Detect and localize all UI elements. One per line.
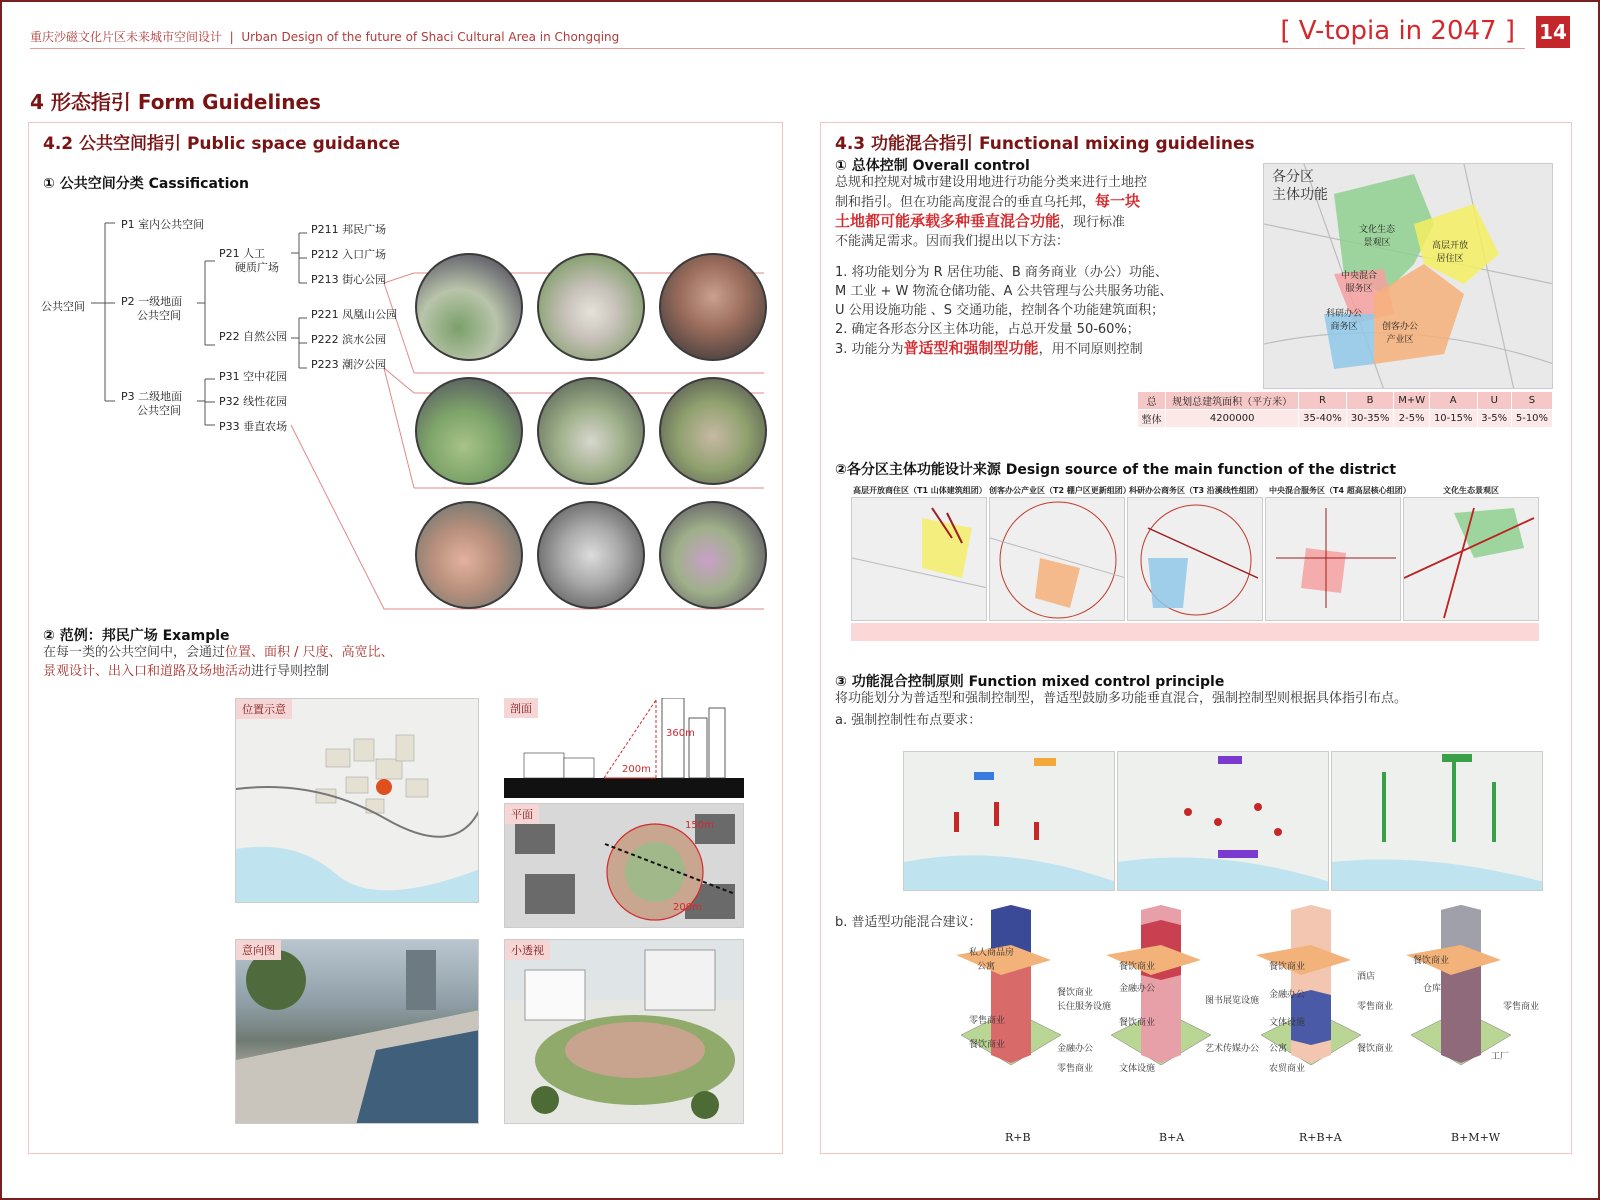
method-item-2: M 工业 + W 物流仓储功能、A 公共管理与公共服务功能、 <box>835 284 1173 299</box>
perspective-render <box>504 939 744 1124</box>
tower1-label-5: 零售商业 <box>969 1016 1006 1026</box>
dim-radius-200: 200m <box>673 902 702 913</box>
district-map-4 <box>1265 497 1401 621</box>
district-title-2: 创客办公产业区（T2 棚户区更新组团） <box>989 486 1131 495</box>
td-6: 3-5% <box>1477 410 1511 428</box>
classification-heading: ① 公共空间分类 Cassification <box>43 176 249 192</box>
td-5: 10-15% <box>1429 410 1477 428</box>
thumbnail-p223 <box>659 377 767 485</box>
zone-function-map <box>1263 163 1553 389</box>
tower3-label-1: 餐饮商业 <box>1269 962 1306 972</box>
tree-p31: P31 空中花园 <box>219 370 288 383</box>
brand-title: [ V-topia in 2047 ] <box>1280 16 1515 46</box>
zone-map-title <box>1272 168 1328 204</box>
td-7: 5-10% <box>1511 410 1552 428</box>
tower1-code: R+B <box>1005 1131 1031 1144</box>
district-map-5 <box>1403 497 1539 621</box>
tower3-label-4: 零售商业 <box>1357 1002 1394 1012</box>
zone-culture-1: 文化生态 <box>1359 225 1396 235</box>
left-panel-title: 4.2 公共空间指引 Public space guidance <box>43 134 401 154</box>
tower3-label-5: 文体设施 <box>1269 1018 1306 1028</box>
tree-p21: P21 人工 <box>219 247 266 260</box>
page-header <box>30 16 1570 54</box>
zone-label-maker <box>1382 319 1418 345</box>
overall-text-2: 制和指引。但在功能高度混合的垂直乌托邦， <box>835 195 1096 210</box>
tower4-code: B+M+W <box>1451 1131 1501 1144</box>
method-item-5-highlight: 普适型和强制型功能 <box>903 339 1039 357</box>
district-title-3: 科研办公商务区（T3 沿溪线性组团） <box>1129 486 1263 495</box>
mandatory-render-3 <box>1331 751 1543 891</box>
tag-section: 剖面 <box>504 698 538 718</box>
tree-p223: P223 潮汐公园 <box>311 358 387 371</box>
tree-p1: P1 室内公共空间 <box>121 218 205 231</box>
plan-diagram <box>504 803 744 928</box>
tower1-label-3: 餐饮商业 <box>1057 988 1094 998</box>
tower2-label-1: 餐饮商业 <box>1119 962 1156 972</box>
th-2: R <box>1299 392 1347 410</box>
example-description <box>43 643 503 681</box>
tower3-label-3: 金融办公 <box>1269 990 1306 1000</box>
dim-width: 200m <box>622 764 651 775</box>
overall-highlight-2: 土地都可能承载多种垂直混合功能 <box>835 212 1061 230</box>
right-panel <box>820 122 1572 1154</box>
tag-location: 位置示意 <box>236 699 292 719</box>
mandatory-layout-heading: a. 强制控制性布点要求： <box>835 713 982 728</box>
tower3-code: R+B+A <box>1299 1131 1342 1144</box>
method-item-4: 2. 确定各形态分区主体功能，占总开发量 50-60%； <box>835 322 1140 337</box>
zone-label-culture <box>1359 222 1395 248</box>
th-6: U <box>1477 392 1511 410</box>
area-table-header <box>1138 392 1553 410</box>
district-summary-strip <box>851 623 1539 641</box>
method-item-1: 1. 将功能划分为 R 居住功能、B 商务商业（办公）功能、 <box>835 265 1168 280</box>
th-0: 总 <box>1138 392 1166 410</box>
dim-radius-150: 150m <box>685 820 714 831</box>
zone-res-2: 居住区 <box>1436 254 1464 264</box>
tower2-label-6: 文体设施 <box>1119 1064 1156 1074</box>
tree-p212: P212 入口广场 <box>311 248 387 261</box>
method-item-5a: 3. 功能分为 <box>835 342 904 357</box>
district-source-heading: ②各分区主体功能设计来源 Design source of the main function of the district <box>835 462 1397 478</box>
tree-p21b: 硬质广场 <box>235 261 279 274</box>
mandatory-render-1 <box>903 751 1115 891</box>
tower2-label-5: 艺术传媒办公 <box>1205 1044 1260 1054</box>
tower2-label-3: 图书展览设施 <box>1205 996 1260 1006</box>
district-map-3 <box>1127 497 1263 621</box>
tag-plan: 平面 <box>505 804 539 824</box>
tag-intent: 意向图 <box>236 940 281 960</box>
td-0: 整体 <box>1138 410 1166 428</box>
header-en-title: Urban Design of the future of Shaci Cultural Area in Chongqing <box>241 30 620 44</box>
tree-p211: P211 邦民广场 <box>311 223 387 236</box>
tree-p3b: 公共空间 <box>137 404 181 417</box>
section-title: 4 形态指引 Form Guidelines <box>30 90 321 114</box>
zone-central-2: 服务区 <box>1345 284 1373 294</box>
district-title-5: 文化生态景观区 <box>1443 486 1499 495</box>
tower3-label-8: 农贸商业 <box>1269 1064 1306 1074</box>
overall-text-3: ，现行标准 <box>1060 215 1126 230</box>
zone-research-2: 商务区 <box>1330 322 1358 332</box>
zone-label-central <box>1341 268 1377 294</box>
section-diagram <box>504 698 744 798</box>
thumbnail-p211 <box>415 253 523 361</box>
th-5: A <box>1429 392 1477 410</box>
zone-map-title-1: 各分区 <box>1272 169 1314 185</box>
overall-control-text <box>835 173 1245 359</box>
header-cn-title: 重庆沙磁文化片区未来城市空间设计 <box>30 30 223 44</box>
header-rule <box>30 48 1525 49</box>
district-title-4: 中央混合服务区（T4 超高层核心组团） <box>1269 486 1411 495</box>
tower4-label-3: 零售商业 <box>1503 1002 1540 1012</box>
right-panel-title: 4.3 功能混合指引 Functional mixing guidelines <box>835 134 1255 154</box>
tower1-label-6: 餐饮商业 <box>969 1040 1006 1050</box>
thumbnail-p212 <box>537 253 645 361</box>
table-row <box>1138 410 1553 428</box>
tower1-label-8: 零售商业 <box>1057 1064 1094 1074</box>
tree-p2b: 公共空间 <box>137 309 181 322</box>
thumbnail-p222 <box>537 377 645 485</box>
example-text-1b: 位置、面积 / 尺度、高宽比、 <box>225 645 394 660</box>
tree-p32: P32 线性花园 <box>219 395 288 408</box>
zone-map-title-2: 主体功能 <box>1272 187 1328 203</box>
tree-p222: P222 滨水公园 <box>311 333 387 346</box>
thumbnail-p221 <box>415 377 523 485</box>
tree-p2: P2 一级地面 <box>121 295 183 308</box>
tower4-label-4: 工厂 <box>1491 1052 1510 1062</box>
overall-highlight-1: 每一块 <box>1095 192 1141 210</box>
th-3: B <box>1346 392 1394 410</box>
zone-research-1: 科研办公 <box>1326 309 1363 319</box>
intent-photo <box>235 939 479 1124</box>
tower3-label-6: 公寓 <box>1269 1044 1288 1054</box>
tower4-label-1: 餐饮商业 <box>1413 956 1450 966</box>
tower2-label-2: 金融办公 <box>1119 984 1156 994</box>
tree-p213: P213 街心公园 <box>311 273 387 286</box>
general-mix-heading: b. 普适型功能混合建议： <box>835 915 982 930</box>
td-4: 2-5% <box>1394 410 1429 428</box>
district-map-1 <box>851 497 987 621</box>
td-3: 30-35% <box>1346 410 1394 428</box>
tree-p33: P33 垂直农场 <box>219 420 288 433</box>
tower3-label-2: 酒店 <box>1357 972 1376 982</box>
dim-height: 360m <box>666 728 695 739</box>
zone-maker-1: 创客办公 <box>1382 322 1419 332</box>
tower1-label-1: 私人商品房 <box>969 948 1015 958</box>
area-table <box>1137 391 1553 428</box>
method-item-5b: ，用不同原则控制 <box>1038 342 1143 357</box>
tree-p221: P221 凤凰山公园 <box>311 308 398 321</box>
header-titles: 重庆沙磁文化片区未来城市空间设计 | Urban Design of the future of Shaci Cultural Area in Chongqing <box>30 30 620 44</box>
district-map-2 <box>989 497 1125 621</box>
mandatory-render-2 <box>1117 751 1329 891</box>
zone-central-1: 中央混合 <box>1341 271 1378 281</box>
example-heading: ② 范例：邦民广场 Example <box>43 628 230 644</box>
tag-perspective: 小透视 <box>505 940 550 960</box>
th-4: M+W <box>1394 392 1429 410</box>
page-number: 14 <box>1536 16 1570 48</box>
tower2-code: B+A <box>1159 1131 1185 1144</box>
overall-text-1: 总规和控规对城市建设用地进行功能分类来进行土地控 <box>835 175 1148 190</box>
th-1: 规划总建筑面积（平方米） <box>1166 392 1299 410</box>
tree-p3: P3 二级地面 <box>121 390 183 403</box>
tower4-label-2: 仓库 <box>1423 984 1442 994</box>
district-title-1: 高层开放商住区（T1 山体建筑组团） <box>853 486 987 495</box>
tower2-label-4: 餐饮商业 <box>1119 1018 1156 1028</box>
td-2: 35-40% <box>1299 410 1347 428</box>
thumbnail-p32 <box>537 501 645 609</box>
td-1: 4200000 <box>1166 410 1299 428</box>
tower3-label-7: 餐饮商业 <box>1357 1044 1394 1054</box>
zone-label-residential <box>1432 238 1468 264</box>
zone-culture-2: 景观区 <box>1363 238 1391 248</box>
tower1-label-4: 长住服务设施 <box>1057 1002 1112 1012</box>
left-panel <box>28 122 783 1154</box>
zone-res-1: 高层开放 <box>1432 241 1469 251</box>
method-item-3: U 公用设施功能 、S 交通功能，控制各个功能建筑面积； <box>835 303 1165 318</box>
tree-p22: P22 自然公园 <box>219 330 288 343</box>
thumbnail-p33 <box>659 501 767 609</box>
thumbnail-p213 <box>659 253 767 361</box>
example-text-2a: 景观设计、出入口和道路及场地活动 <box>43 664 252 679</box>
example-text-2b: 进行导则控制 <box>251 664 330 679</box>
mixed-control-heading: ③ 功能混合控制原则 Function mixed control principle <box>835 674 1225 690</box>
zone-label-research <box>1326 306 1362 332</box>
thumbnail-p31 <box>415 501 523 609</box>
tower1-label-7: 金融办公 <box>1057 1044 1094 1054</box>
overall-text-4: 不能满足需求。因而我们提出以下方法： <box>835 234 1070 249</box>
th-7: S <box>1511 392 1552 410</box>
mixed-control-text: 将功能划分为普适型和强制控制型，普适型鼓励多功能垂直混合，强制控制型则根据具体指引布点。 <box>835 691 1408 706</box>
tree-root: 公共空间 <box>41 300 85 313</box>
overall-control-heading: ① 总体控制 Overall control <box>835 158 1030 174</box>
example-text-1a: 在每一类的公共空间中，会通过 <box>43 645 226 660</box>
zone-maker-2: 产业区 <box>1386 335 1414 345</box>
tower1-label-2: 公寓 <box>977 962 996 972</box>
location-map <box>235 698 479 903</box>
